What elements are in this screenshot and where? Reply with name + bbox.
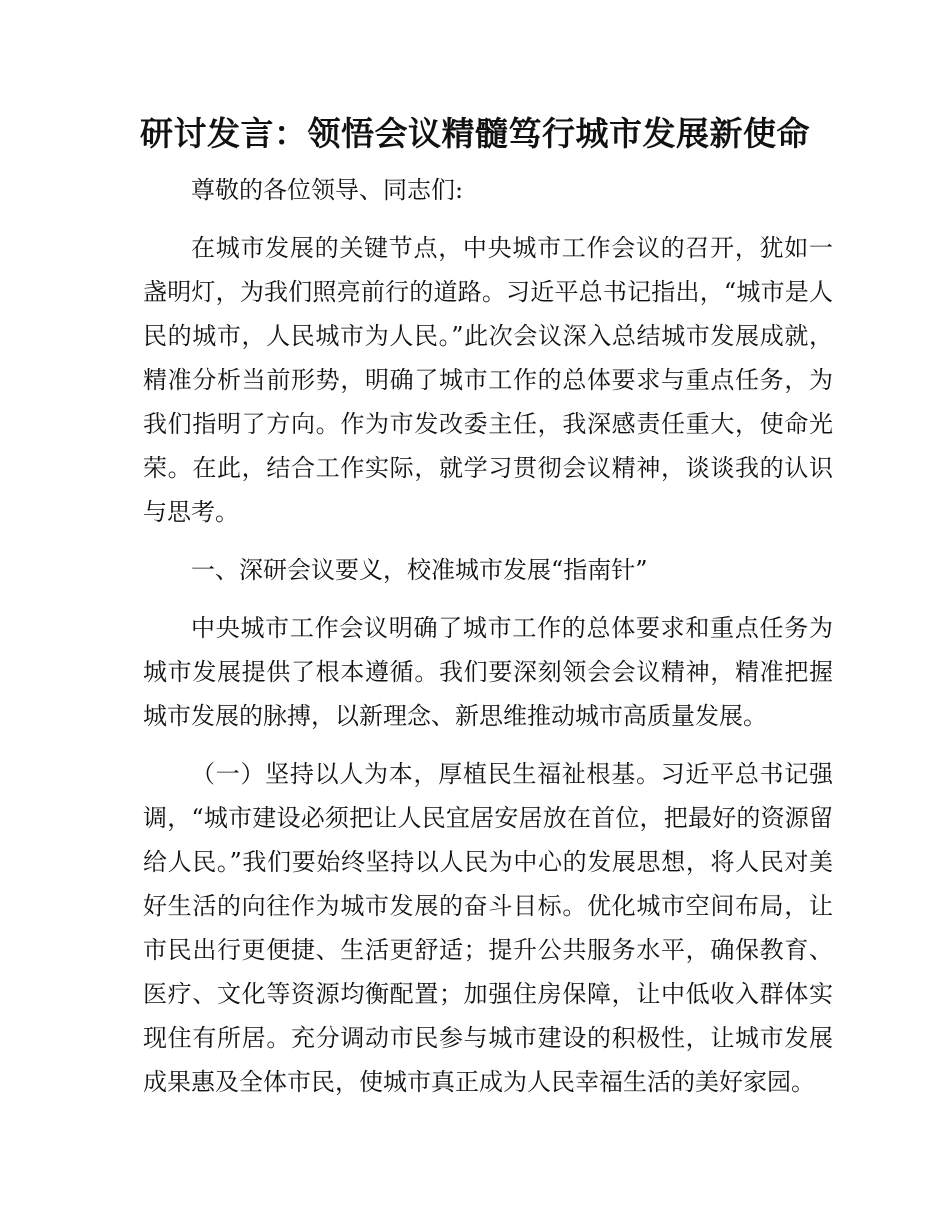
document-body [143,168,833,1118]
greeting: 尊敬的各位领导、同志们: [191,176,464,204]
section-paragraph: 中央城市工作会议明确了城市工作的总体要求和重点任务为城市发展提供了根本遵循。我们要深刻领会会议精神，精准把握城市发展的脉搏，以新理念、新思维推动城市高质量发展。 [143,614,833,730]
subsection-paragraph: （一）坚持以人为本，厚植民生福祉根基。习近平总书记强调，“城市建设必须把让人民宜居安居放在首位，把最好的资源留给人民。”我们要始终坚持以人民为中心的发展思想，将人民对美好生活的向往作为城市发展的奋斗目标。优化城市空间布局，让市民出行更便捷、生活更舒适；提升公共服务水平，确保教育、医疗、文化等资源均衡配置；加强住房保障，让中低收入群体实现住有所居。充分调动市民参与城市建设的积极性，让城市发展成果惠及全体市民，使城市真正成为人民幸福生活的美好家园。 [143,760,833,1096]
section-heading: 一、深研会议要义，校准城市发展“指南针” [191,556,648,584]
intro-paragraph: 在城市发展的关键节点，中央城市工作会议的召开，犹如一盏明灯，为我们照亮前行的道路。习近平总书记指出，“城市是人民的城市，人民城市为人民。”此次会议深入总结城市发展成就，精准分析当前形势，明确了城市工作的总体要求与重点任务，为我们指明了方向。作为市发改委主任，我深感责任重大，使命光荣。在此，结合工作实际，就学习贯彻会议精神，谈谈我的认识与思考。 [143,234,833,526]
document-title: 研讨发言：领悟会议精髓笃行城市发展新使命 [140,114,810,153]
